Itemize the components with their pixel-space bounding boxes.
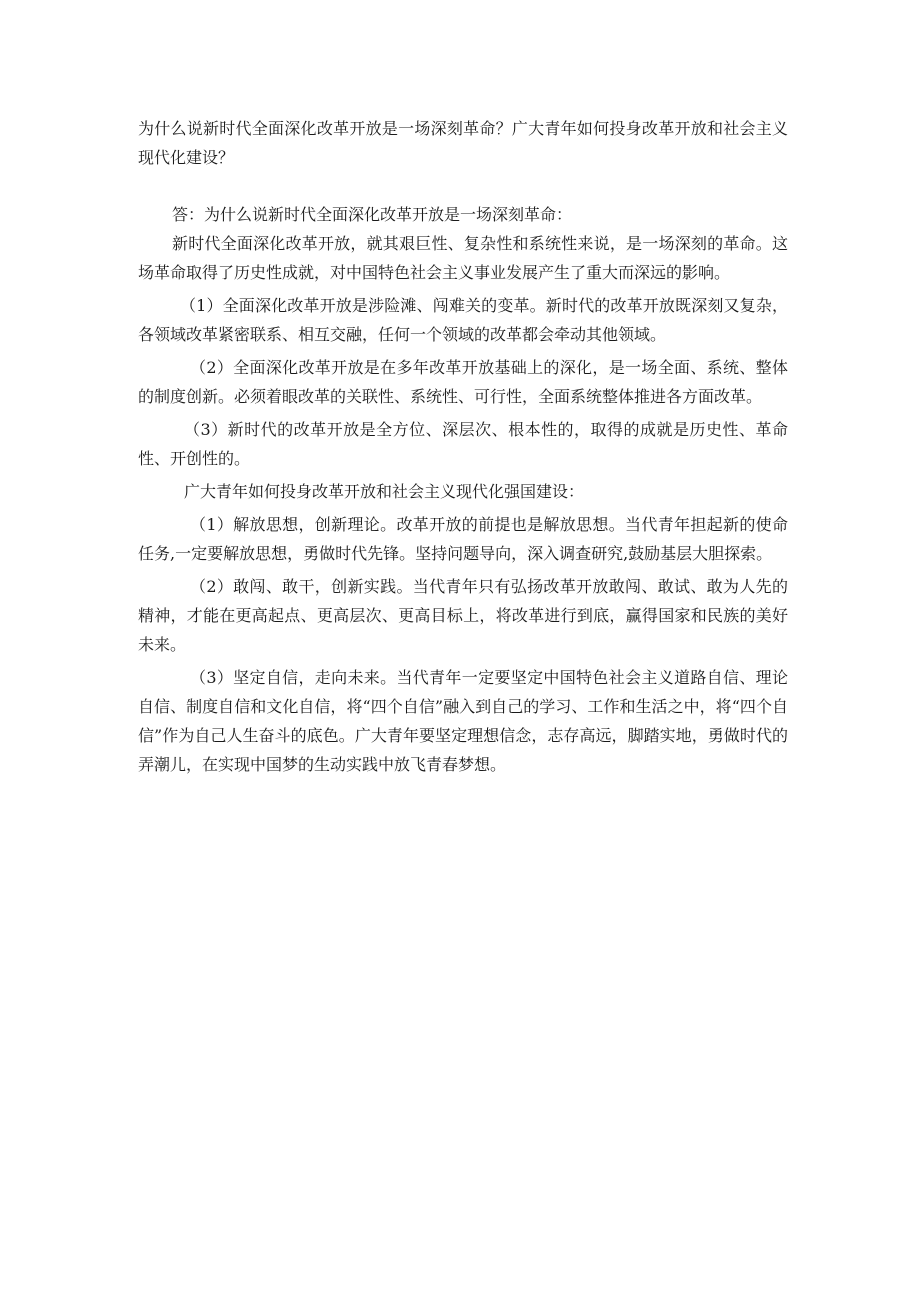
part1-point-3: （3）新时代的改革开放是全方位、深层次、根本性的，取得的成就是历史性、革命性、开创性的。 (138, 420, 788, 468)
part2-point-3: （3）坚定自信，走向未来。当代青年一定要坚定中国特色社会主义道路自信、理论自信、制度自信和文化自信，将“四个自信”融入到自己的学习、工作和生活之中，将“四个自信”作为自己人生奋斗的底色。广大青年要坚定理想信念，志存高远，脚踏实地，勇做时代的弄潮儿，在实现中国梦的生动实践中放飞青春梦想。 (138, 668, 788, 774)
part2-heading: 广大青年如何投身改革开放和社会主义现代化强国建设： (184, 482, 585, 501)
part2-point-2: （2）敢闯、敢干，创新实践。当代青年只有弘扬改革开放敢闯、敢试、敢为人先的精神，才能在更高起点、更高层次、更高目标上，将改革进行到底，赢得国家和民族的美好未来。 (138, 577, 788, 654)
answer-heading: 答：为什么说新时代全面深化改革开放是一场深刻革命： (172, 205, 573, 224)
part1-point-2: （2）全面深化改革开放是在多年改革开放基础上的深化，是一场全面、系统、整体的制度创新。必须着眼改革的关联性、系统性、可行性，全面系统整体推进各方面改革。 (138, 358, 788, 406)
part1-point-1: （1）全面深化改革开放是涉险滩、闯难关的变革。新时代的改革开放既深刻又复杂，各领域改革紧密联系、相互交融，任何一个领域的改革都会牵动其他领域。 (138, 296, 788, 344)
part2-point-1: （1）解放思想，创新理论。改革开放的前提也是解放思想。当代青年担起新的使命任务,一定要解放思想，勇做时代先锋。坚持问题导向，深入调查研究,鼓励基层大胆探索。 (138, 515, 788, 563)
intro-paragraph: 新时代全面深化改革开放，就其艰巨性、复杂性和系统性来说，是一场深刻的革命。这场革命取得了历史性成就，对中国特色社会主义事业发展产生了重大而深远的影响。 (138, 234, 788, 282)
question-title: 为什么说新时代全面深化改革开放是一场深刻革命？广大青年如何投身改革开放和社会主义现代化建设？ (138, 119, 788, 167)
document-body (138, 114, 788, 779)
